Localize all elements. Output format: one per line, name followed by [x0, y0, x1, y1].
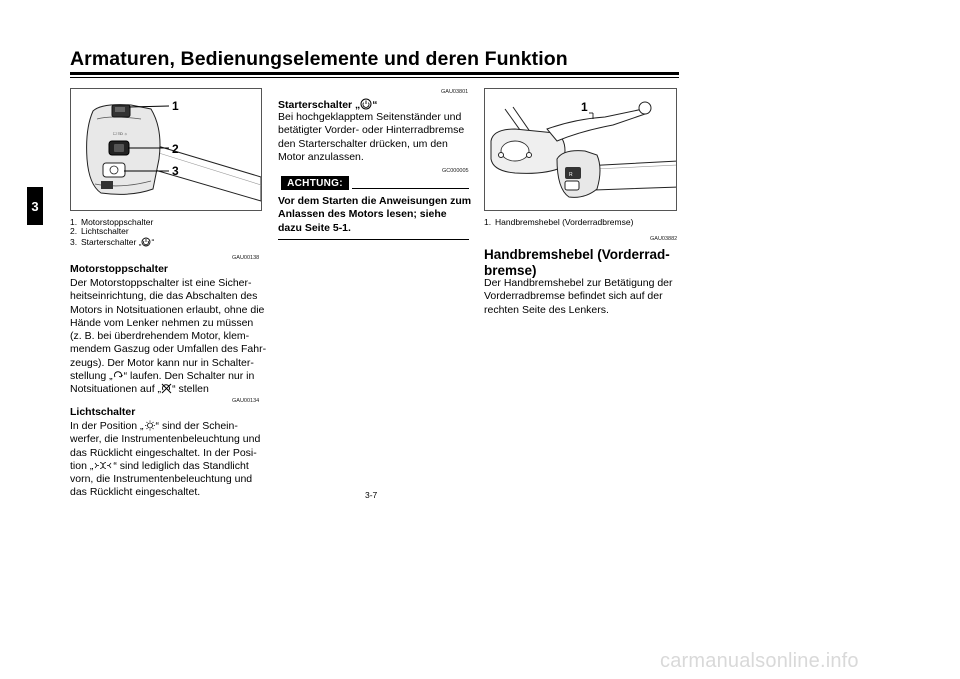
caption-item-2: 2. Lichtschalter	[70, 226, 129, 236]
licht-text: In der Position „ “ sind der Schein- werfer, die Instrumentenbeleuchtung und das Rücklicht eingeschaltet. In der Posi- tion „ “ sind lediglich das Standlicht vorn, die Instrumentenbeleuchtung und das Rücklicht eingeschaltet.	[70, 420, 261, 499]
brake-lever-figure	[484, 88, 677, 211]
code-starter: GAU03801	[441, 89, 469, 95]
run-position-icon	[113, 370, 124, 381]
code-handbrems: GAU03882	[650, 236, 678, 242]
chapter-tab: 3	[27, 187, 43, 225]
heading-starter: Starterschalter „ “	[278, 99, 378, 111]
starter-text: Bei hochgeklapptem Seitenständer und betätigter Vorder- oder Hinterradbremse den Starterschalter drücken, um den Motor anzulassen.	[278, 111, 465, 163]
achtung-text: Vor dem Starten die Anweisungen zum Anlassen des Motors lesen; siehe dazu Seite 5-1.	[278, 195, 472, 234]
heading-handbrems: Handbremshebel (Vorderrad- bremse)	[484, 247, 670, 278]
page-number: 3-7	[365, 490, 378, 500]
callout-2: 2	[172, 142, 179, 156]
brake-lever-illustration	[485, 89, 677, 211]
caption-item-1: 1. Motorstoppschalter	[70, 217, 154, 227]
page-title: Armaturen, Bedienungselemente und deren Funktion	[70, 48, 568, 70]
motorstopp-text: Der Motorstoppschalter ist eine Sicher- heitseinrichtung, die das Abschalten des Motors in Notsituationen erlaubt, ohne die Hände vom Lenker nehmen zu müssen (z. B. bei überdrehendem Motor, klem- mendem Gaszug oder Umfallen des Fahr- zeugs). Der Motor kann nur in Schalter- stellung „ “ laufen. Den Schalter nur in Notsituationen auf „ “ stellen	[70, 277, 267, 396]
title-rule-thick	[70, 72, 679, 75]
caption-brake-lever: 1. Handbremshebel (Vorderradbremse)	[484, 217, 634, 227]
starter-symbol-icon	[141, 237, 151, 247]
watermark: carmanualsonline.info	[660, 650, 859, 672]
achtung-rule	[352, 188, 469, 189]
starter-heading-icon	[360, 98, 372, 110]
callout-3: 3	[172, 164, 179, 178]
achtung-bottom-rule	[278, 239, 469, 240]
code-licht: GAU00134	[232, 398, 260, 404]
title-rule-thin	[70, 77, 679, 78]
headlight-icon	[144, 420, 156, 431]
heading-motorstopp: Motorstoppschalter	[70, 263, 169, 275]
stop-position-icon	[161, 383, 172, 394]
achtung-label: ACHTUNG:	[281, 176, 349, 190]
svg-text:R: R	[569, 172, 573, 178]
callout-brake-1: 1	[581, 100, 588, 114]
caption-item-3: 3. Starterschalter „ “	[70, 237, 155, 247]
switch-assembly-figure	[70, 88, 262, 211]
callout-1: 1	[172, 99, 179, 113]
parking-light-icon	[93, 460, 113, 471]
heading-licht: Lichtschalter	[70, 406, 136, 418]
handbrems-text: Der Handbremshebel zur Betätigung der Vorderradbremse befindet sich auf der rechten Seite des Lenkers.	[484, 277, 673, 316]
svg-text:☐ ≡D ☼: ☐ ≡D ☼	[113, 131, 128, 136]
code-motorstopp: GAU00138	[232, 255, 260, 261]
handlebar-switch-illustration	[71, 89, 262, 211]
code-achtung: GC000005	[442, 168, 469, 174]
